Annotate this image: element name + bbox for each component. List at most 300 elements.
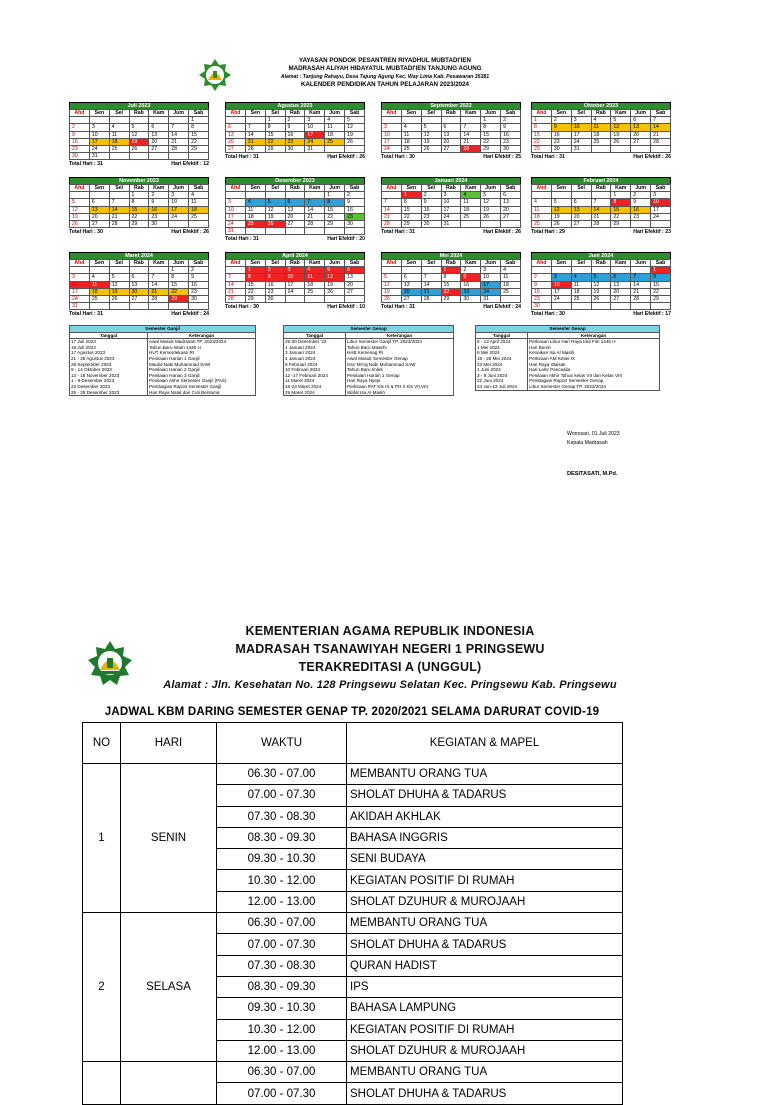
day-cell: 4 bbox=[461, 192, 481, 199]
day-cell: 14 bbox=[421, 281, 441, 288]
day-cell: 10 bbox=[70, 281, 90, 288]
day-cell bbox=[169, 153, 189, 160]
semester-cell: Libur Semester Genap TP. 2023/2024 bbox=[528, 384, 660, 390]
day-cell: 13 bbox=[285, 206, 305, 213]
col-no: NO bbox=[83, 723, 121, 764]
semester-row bbox=[284, 390, 454, 396]
day-cell: 14 bbox=[226, 281, 246, 288]
day-header: Jum bbox=[481, 110, 501, 117]
day-cell: 29 bbox=[532, 145, 552, 152]
month-total: Total Hari : 31 bbox=[381, 229, 415, 236]
day-cell: 26 bbox=[382, 295, 402, 302]
day-cell: 18 bbox=[571, 288, 591, 295]
day-cell: 17 bbox=[551, 288, 571, 295]
day-cell: 6 bbox=[401, 274, 421, 281]
day-cell: 18 bbox=[245, 213, 265, 220]
day-cell: 20 bbox=[571, 213, 591, 220]
day-cell: 31 bbox=[89, 153, 109, 160]
day-cell: 10 bbox=[651, 199, 671, 206]
day-header: Sab bbox=[501, 260, 521, 267]
day-cell bbox=[501, 220, 521, 227]
day-cell: 22 bbox=[325, 213, 345, 220]
semester-column-header: Tanggal bbox=[476, 332, 528, 339]
day-cell: 8 bbox=[532, 124, 552, 131]
semester-cell: 23 Desember 2023 bbox=[70, 384, 148, 390]
day-cell: 21 bbox=[245, 138, 265, 145]
schedule-time: 08.30 - 09.30 bbox=[217, 827, 347, 848]
day-cell: 19 bbox=[591, 288, 611, 295]
day-cell: 15 bbox=[245, 281, 265, 288]
day-cell: 2 bbox=[265, 267, 285, 274]
semester-cell: 17 Agustus 2023 bbox=[70, 350, 148, 356]
day-cell: 29 bbox=[325, 220, 345, 227]
day-cell: 17 bbox=[382, 138, 402, 145]
day-cell: 13 bbox=[89, 206, 109, 213]
day-cell: 3 bbox=[571, 117, 591, 124]
day-cell: 5 bbox=[265, 199, 285, 206]
doc2-accreditation: TERAKREDITASI A (UNGGUL) bbox=[298, 660, 482, 674]
day-cell: 5 bbox=[551, 199, 571, 206]
day-cell: 22 bbox=[265, 138, 285, 145]
month-calendar bbox=[531, 252, 671, 318]
day-cell: 16 bbox=[501, 131, 521, 138]
day-cell: 31 bbox=[571, 145, 591, 152]
day-cell: 26 bbox=[591, 295, 611, 302]
day-header: Jum bbox=[325, 110, 345, 117]
day-cell: 1 bbox=[532, 117, 552, 124]
month-total: Total Hari : 29 bbox=[531, 229, 565, 236]
day-cell: 26 bbox=[70, 220, 90, 227]
day-cell bbox=[285, 228, 305, 235]
month-effective: Hari Efektif : 26 bbox=[633, 154, 671, 161]
day-header: Ahd bbox=[382, 110, 402, 117]
day-cell: 23 bbox=[189, 288, 209, 295]
day-cell: 8 bbox=[325, 199, 345, 206]
day-cell: 9 bbox=[149, 199, 169, 206]
day-header: Kam bbox=[305, 185, 325, 192]
day-cell bbox=[89, 267, 109, 274]
day-cell: 6 bbox=[571, 199, 591, 206]
day-cell bbox=[149, 267, 169, 274]
semester-title: Semester Genap bbox=[476, 326, 660, 333]
day-cell: 25 bbox=[401, 145, 421, 152]
day-cell: 1 bbox=[129, 192, 149, 199]
schedule-time: 08.30 - 09.30 bbox=[217, 976, 347, 997]
semester-cell: Penilaian Harian 1 Ganjil bbox=[148, 356, 256, 362]
month-calendar bbox=[69, 102, 209, 168]
day-cell: 10 bbox=[441, 199, 461, 206]
semester-cell: Pembagian Raport Semester Ganjil bbox=[148, 384, 256, 390]
day-header: Kam bbox=[461, 185, 481, 192]
day-cell: 4 bbox=[591, 117, 611, 124]
day-header: Sen bbox=[401, 260, 421, 267]
day-cell: 14 bbox=[591, 206, 611, 213]
day-header: Sab bbox=[345, 185, 365, 192]
day-cell bbox=[109, 303, 129, 310]
day-cell bbox=[189, 153, 209, 160]
day-cell: 2 bbox=[461, 267, 481, 274]
month-effective: Hari Efektif : 17 bbox=[633, 311, 671, 318]
day-cell: 3 bbox=[70, 274, 90, 281]
day-cell: 19 bbox=[345, 131, 365, 138]
day-cell: 30 bbox=[149, 220, 169, 227]
schedule-title: JADWAL KBM DARING SEMESTER GENAP TP. 2020/2021 SELAMA DARURAT COVID-19 bbox=[104, 706, 600, 718]
semester-table bbox=[475, 325, 660, 391]
day-header: Sab bbox=[501, 110, 521, 117]
schedule-time: 07.00 - 07.30 bbox=[217, 1083, 347, 1104]
signature-name: DESITASATI, M.Pd. bbox=[567, 471, 618, 477]
month-title: Februari 2024 bbox=[531, 177, 671, 184]
day-cell: 29 bbox=[129, 220, 149, 227]
day-cell bbox=[265, 192, 285, 199]
day-cell: 13 bbox=[345, 274, 365, 281]
day-cell: 1 bbox=[441, 267, 461, 274]
day-cell: 22 bbox=[532, 138, 552, 145]
month-total: Total Hari : 30 bbox=[69, 229, 103, 236]
semester-cell: 25-30 Desember '23 bbox=[284, 339, 346, 345]
day-cell: 11 bbox=[305, 274, 325, 281]
col-hari: HARI bbox=[121, 723, 217, 764]
col-kegiatan: KEGIATAN & MAPEL bbox=[347, 723, 623, 764]
day-cell: 6 bbox=[226, 124, 246, 131]
day-cell: 28 bbox=[109, 220, 129, 227]
day-cell: 4 bbox=[532, 199, 552, 206]
day-cell: 2 bbox=[501, 117, 521, 124]
day-cell: 9 bbox=[265, 274, 285, 281]
day-cell: 1 bbox=[325, 192, 345, 199]
day-cell bbox=[611, 267, 631, 274]
day-cell bbox=[591, 192, 611, 199]
month-total: Total Hari : 31 bbox=[531, 154, 565, 161]
day-cell: 8 bbox=[189, 124, 209, 131]
month-effective: Hari Efektif : 12 bbox=[171, 161, 209, 168]
day-cell: 19 bbox=[325, 281, 345, 288]
day-cell: 10 bbox=[551, 281, 571, 288]
day-cell: 16 bbox=[631, 206, 651, 213]
day-cell: 8 bbox=[481, 124, 501, 131]
semester-cell: 13 - 18 November 2023 bbox=[70, 373, 148, 379]
month-title: Desember 2023 bbox=[225, 177, 365, 184]
day-cell: 1 bbox=[651, 267, 671, 274]
schedule-activity: MEMBANTU ORANG TUA bbox=[347, 1062, 623, 1083]
month-effective: Hari Efektif : 26 bbox=[327, 154, 365, 161]
month-effective: Hari Efektif : 26 bbox=[171, 229, 209, 236]
day-header: Sel bbox=[109, 110, 129, 117]
day-cell: 29 bbox=[265, 145, 285, 152]
schedule-time: 07.30 - 08.30 bbox=[217, 955, 347, 976]
day-cell: 11 bbox=[89, 281, 109, 288]
day-cell: 18 bbox=[501, 281, 521, 288]
day-cell: 16 bbox=[70, 138, 90, 145]
day-cell bbox=[461, 117, 481, 124]
day-cell bbox=[551, 267, 571, 274]
day-cell: 21 bbox=[461, 138, 481, 145]
day-cell: 25 bbox=[245, 220, 265, 227]
day-cell: 29 bbox=[245, 295, 265, 302]
day-cell: 29 bbox=[481, 145, 501, 152]
day-header: Rab bbox=[285, 260, 305, 267]
day-cell: 5 bbox=[382, 274, 402, 281]
day-cell bbox=[382, 117, 402, 124]
day-header: Rab bbox=[441, 185, 461, 192]
day-cell: 18 bbox=[89, 288, 109, 295]
day-cell: 12 bbox=[591, 281, 611, 288]
day-cell: 10 bbox=[481, 274, 501, 281]
day-cell: 14 bbox=[382, 206, 402, 213]
semester-cell: 1 Januari 2024 bbox=[284, 345, 346, 351]
day-header: Ahd bbox=[226, 110, 246, 117]
day-cell bbox=[532, 192, 552, 199]
semester-column-header: Keterangan bbox=[528, 332, 660, 339]
day-cell: 22 bbox=[611, 213, 631, 220]
day-cell: 20 bbox=[345, 281, 365, 288]
day-cell: 5 bbox=[109, 274, 129, 281]
semester-cell: Hari Raya Nyepi bbox=[346, 378, 454, 384]
day-cell: 2 bbox=[551, 117, 571, 124]
schedule-activity: BAHASA INGGRIS bbox=[347, 827, 623, 848]
month-effective: Hari Efektif : 24 bbox=[171, 311, 209, 318]
day-cell: 13 bbox=[226, 131, 246, 138]
day-cell: 27 bbox=[501, 213, 521, 220]
day-cell: 24 bbox=[551, 295, 571, 302]
day-cell bbox=[421, 267, 441, 274]
day-cell: 18 bbox=[325, 131, 345, 138]
day-cell bbox=[571, 303, 591, 310]
day-header: Jum bbox=[169, 110, 189, 117]
day-header: Kam bbox=[611, 185, 631, 192]
day-cell: 30 bbox=[551, 145, 571, 152]
day-cell: 20 bbox=[129, 288, 149, 295]
day-cell: 26 bbox=[421, 145, 441, 152]
semester-cell: Hari Raya Natal dan Cuti Bersama bbox=[148, 390, 256, 396]
day-cell: 10 bbox=[382, 131, 402, 138]
day-cell bbox=[651, 145, 671, 152]
day-cell: 15 bbox=[441, 281, 461, 288]
day-cell: 14 bbox=[305, 206, 325, 213]
day-cell: 9 bbox=[532, 281, 552, 288]
schedule-row bbox=[83, 913, 623, 934]
day-cell: 4 bbox=[245, 199, 265, 206]
day-cell: 16 bbox=[461, 281, 481, 288]
day-cell: 17 bbox=[571, 131, 591, 138]
day-cell: 30 bbox=[501, 145, 521, 152]
day-cell: 23 bbox=[461, 288, 481, 295]
day-header: Rab bbox=[285, 110, 305, 117]
day-cell: 6 bbox=[441, 124, 461, 131]
semester-cell: 4 Januari 2024 bbox=[284, 356, 346, 362]
day-cell: 16 bbox=[265, 281, 285, 288]
semester-cell: 3 - 8 Juni 2024 bbox=[476, 373, 528, 379]
day-cell: 24 bbox=[481, 288, 501, 295]
day-cell: 21 bbox=[631, 288, 651, 295]
day-cell: 7 bbox=[169, 124, 189, 131]
day-cell: 14 bbox=[245, 131, 265, 138]
day-header: Jum bbox=[631, 185, 651, 192]
day-cell: 15 bbox=[325, 206, 345, 213]
day-cell: 29 bbox=[611, 220, 631, 227]
month-title: Mei 2024 bbox=[381, 252, 521, 259]
semester-cell: Perkiraan Libur Hari Raya Idul Fitri 1445 H bbox=[528, 339, 660, 345]
day-cell bbox=[245, 228, 265, 235]
day-cell: 27 bbox=[441, 145, 461, 152]
semester-cell: 23 Mei 2024 bbox=[476, 362, 528, 368]
doc2-header bbox=[150, 622, 630, 694]
day-cell: 29 bbox=[189, 145, 209, 152]
day-cell: 23 bbox=[551, 138, 571, 145]
day-cell bbox=[70, 267, 90, 274]
day-cell: 10 bbox=[305, 124, 325, 131]
day-cell: 3 bbox=[651, 192, 671, 199]
day-cell: 20 bbox=[441, 138, 461, 145]
schedule-activity: MEMBANTU ORANG TUA bbox=[347, 913, 623, 934]
day-cell: 9 bbox=[501, 124, 521, 131]
day-cell: 27 bbox=[345, 288, 365, 295]
day-header: Rab bbox=[285, 185, 305, 192]
day-header: Ahd bbox=[226, 260, 246, 267]
day-header: Sen bbox=[245, 185, 265, 192]
semester-title: Semester Genap bbox=[284, 326, 454, 333]
day-cell: 9 bbox=[461, 274, 481, 281]
semester-column-header: Tanggal bbox=[284, 332, 346, 339]
day-header: Sen bbox=[245, 110, 265, 117]
semester-row bbox=[70, 390, 256, 396]
day-cell: 13 bbox=[129, 281, 149, 288]
semester-cell: Penilaian Harian 2 Ganjil bbox=[148, 367, 256, 373]
day-header: Sel bbox=[421, 260, 441, 267]
day-cell: 16 bbox=[149, 206, 169, 213]
semester-cell: HAB Kemenag RI bbox=[346, 350, 454, 356]
day-cell: 8 bbox=[401, 199, 421, 206]
day-cell: 1 bbox=[611, 192, 631, 199]
day-cell: 23 bbox=[421, 213, 441, 220]
day-cell bbox=[265, 228, 285, 235]
day-cell: 31 bbox=[305, 145, 325, 152]
schedule-time: 07.00 - 07.30 bbox=[217, 934, 347, 955]
day-cell: 14 bbox=[109, 206, 129, 213]
schedule-activity: SHOLAT DHUHA & TADARUS bbox=[347, 785, 623, 806]
day-cell: 17 bbox=[226, 213, 246, 220]
day-cell: 6 bbox=[501, 192, 521, 199]
day-cell: 28 bbox=[382, 220, 402, 227]
day-cell: 24 bbox=[305, 138, 325, 145]
day-cell bbox=[149, 303, 169, 310]
semester-cell: Tahun Baru Islam 1445 H bbox=[148, 345, 256, 351]
month-effective: Hari Efektif : 10 bbox=[327, 304, 365, 311]
semester-cell: Maulid Nabi Muhammad SAW bbox=[148, 362, 256, 368]
day-cell bbox=[89, 303, 109, 310]
day-cell: 28 bbox=[651, 138, 671, 145]
semester-cell: 19 Juli 2023 bbox=[70, 345, 148, 351]
day-cell: 24 bbox=[285, 288, 305, 295]
day-cell: 26 bbox=[345, 138, 365, 145]
day-cell: 10 bbox=[285, 274, 305, 281]
day-cell bbox=[631, 220, 651, 227]
semester-cell: 29 Maret 2024 bbox=[284, 390, 346, 396]
semester-cell: 17 Juli 2023 bbox=[70, 339, 148, 345]
month-total: Total Hari : 30 bbox=[531, 311, 565, 318]
day-cell: 20 bbox=[611, 288, 631, 295]
day-cell bbox=[89, 117, 109, 124]
day-cell: 2 bbox=[70, 124, 90, 131]
day-header: Rab bbox=[591, 110, 611, 117]
day-cell bbox=[325, 295, 345, 302]
day-cell: 20 bbox=[285, 213, 305, 220]
day-cell: 3 bbox=[89, 124, 109, 131]
day-cell: 6 bbox=[149, 124, 169, 131]
schedule-row bbox=[83, 764, 623, 785]
day-cell: 21 bbox=[382, 213, 402, 220]
day-cell: 23 bbox=[285, 138, 305, 145]
day-cell bbox=[285, 295, 305, 302]
day-cell bbox=[461, 220, 481, 227]
day-cell: 25 bbox=[571, 295, 591, 302]
day-cell: 22 bbox=[401, 213, 421, 220]
semester-cell: Hari Raya Waisak bbox=[528, 362, 660, 368]
day-cell: 7 bbox=[631, 274, 651, 281]
day-cell: 9 bbox=[285, 124, 305, 131]
day-cell: 16 bbox=[189, 281, 209, 288]
day-header: Ahd bbox=[70, 110, 90, 117]
day-cell: 14 bbox=[651, 124, 671, 131]
day-cell bbox=[571, 267, 591, 274]
day-cell: 5 bbox=[481, 192, 501, 199]
semester-cell: Libur Semester Ganjil TP. 2023/2024 bbox=[346, 339, 454, 345]
semester-cell: 21 - 26 Agustus 2023 bbox=[70, 356, 148, 362]
month-calendar bbox=[381, 102, 521, 161]
doc1-school-name: MADRASAH ALIYAH HIDAYATUL MUBTADI'IEN TANJUNG AGUNG bbox=[288, 65, 482, 72]
day-header: Jum bbox=[325, 185, 345, 192]
schedule-time: 09.30 - 10.30 bbox=[217, 849, 347, 870]
day-cell: 6 bbox=[129, 274, 149, 281]
semester-title: Semester Ganjil bbox=[70, 326, 256, 333]
day-cell: 25 bbox=[189, 213, 209, 220]
day-cell: 3 bbox=[441, 192, 461, 199]
day-header: Ahd bbox=[532, 110, 552, 117]
schedule-time: 10.30 - 12.00 bbox=[217, 870, 347, 891]
day-header: Jum bbox=[169, 260, 189, 267]
day-cell: 5 bbox=[591, 274, 611, 281]
day-cell: 9 bbox=[189, 274, 209, 281]
day-header: Kam bbox=[611, 260, 631, 267]
doc1-header bbox=[190, 57, 580, 89]
day-cell bbox=[611, 145, 631, 152]
day-cell: 27 bbox=[631, 138, 651, 145]
day-header: Sel bbox=[421, 185, 441, 192]
day-header: Rab bbox=[591, 185, 611, 192]
day-cell: 18 bbox=[532, 213, 552, 220]
day-cell: 20 bbox=[226, 138, 246, 145]
day-cell bbox=[345, 295, 365, 302]
day-cell bbox=[129, 303, 149, 310]
month-title: April 2024 bbox=[225, 252, 365, 259]
day-header: Sen bbox=[551, 110, 571, 117]
day-cell: 22 bbox=[481, 138, 501, 145]
day-header: Sen bbox=[89, 110, 109, 117]
semester-column-header: Keterangan bbox=[346, 332, 454, 339]
month-total: Total Hari : 31 bbox=[225, 236, 259, 243]
semester-cell: 11 Maret 2024 bbox=[284, 378, 346, 384]
day-header: Jum bbox=[169, 185, 189, 192]
semester-cell: Penilaian Harian 1 Genap bbox=[346, 373, 454, 379]
day-cell: 4 bbox=[109, 124, 129, 131]
day-header: Rab bbox=[441, 260, 461, 267]
day-cell bbox=[401, 117, 421, 124]
semester-cell: Tahun Baru Imlek bbox=[346, 367, 454, 373]
day-cell: 11 bbox=[591, 124, 611, 131]
semester-cell: 18 - 25 Mei 2024 bbox=[476, 356, 528, 362]
day-cell: 17 bbox=[169, 206, 189, 213]
day-cell: 1 bbox=[245, 267, 265, 274]
